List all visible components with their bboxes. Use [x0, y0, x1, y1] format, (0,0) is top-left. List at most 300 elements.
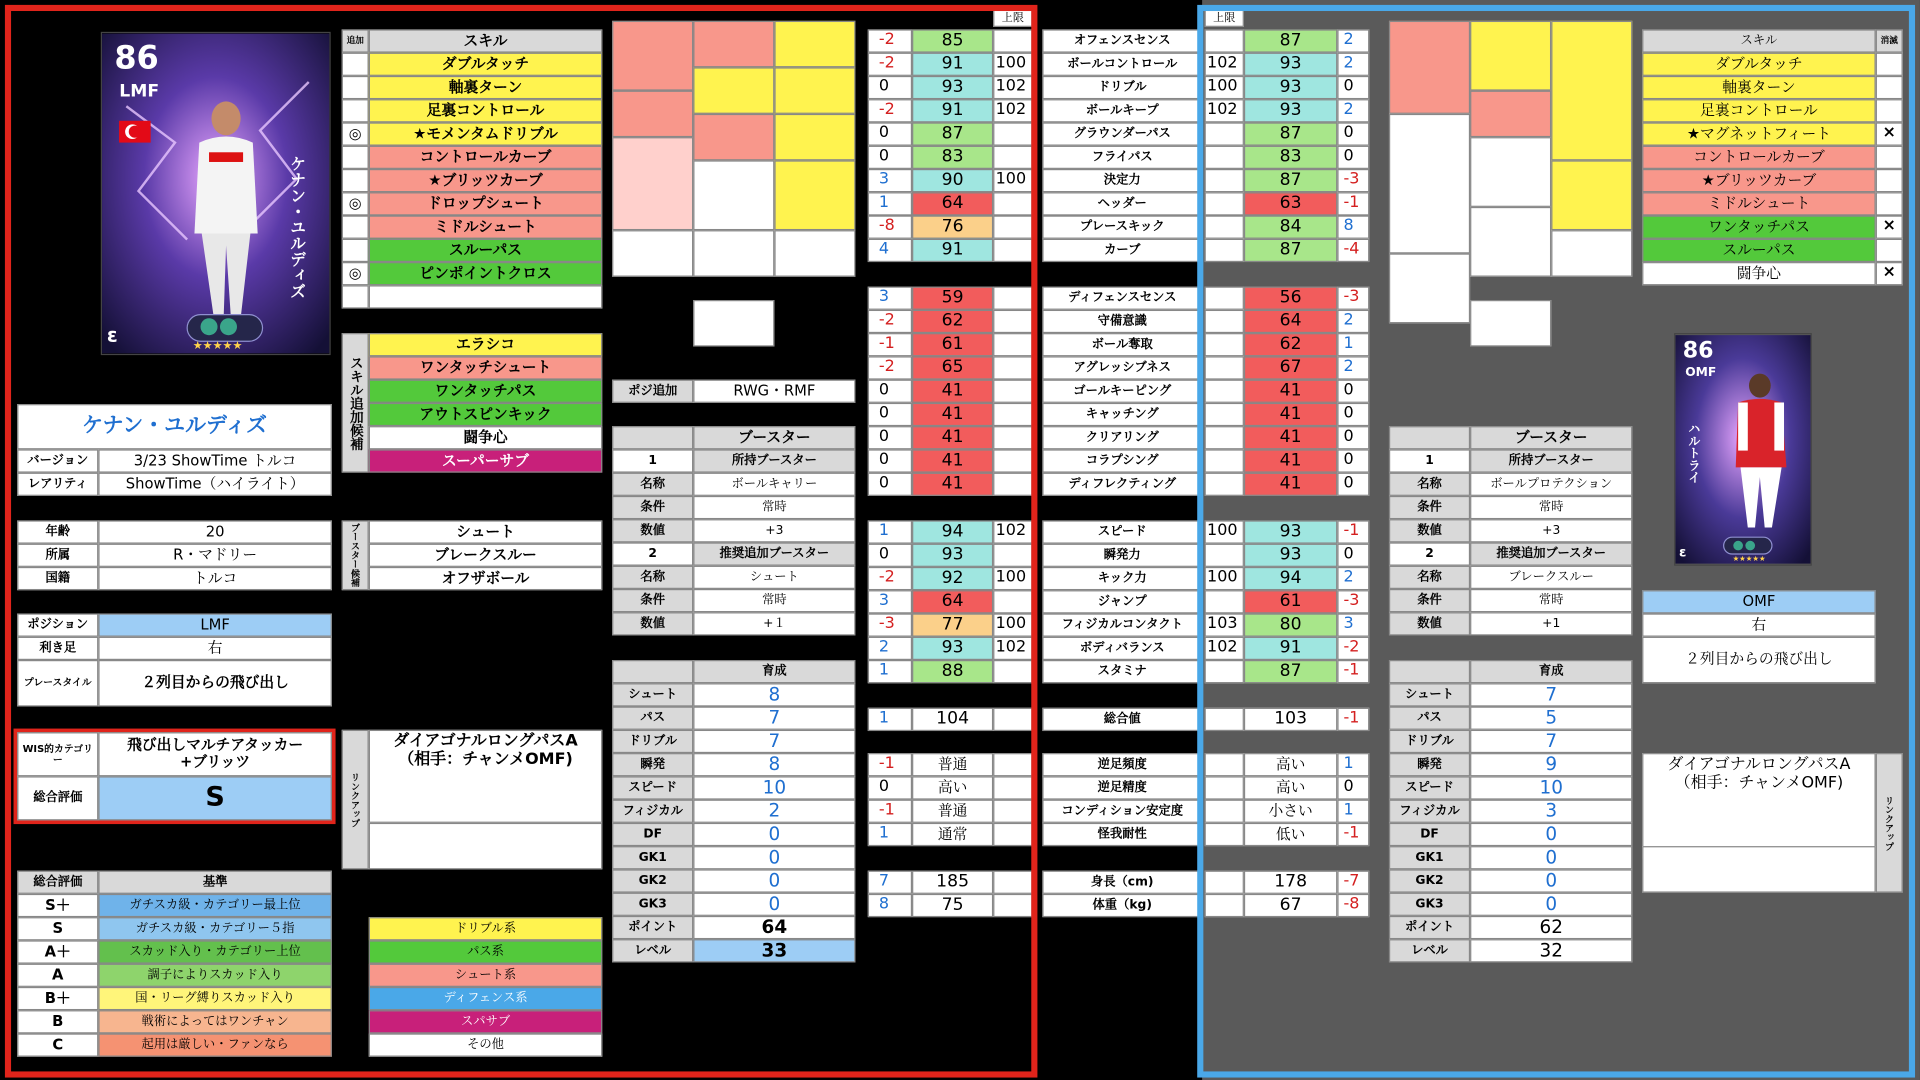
- stat-value-left: 185: [912, 871, 993, 894]
- skill-item: ★マグネットフィート: [1642, 122, 1876, 145]
- stat-cap-left: 100: [993, 613, 1032, 636]
- stat-diff-left: 0: [868, 380, 912, 403]
- booster-label: 条件: [1389, 589, 1470, 612]
- stat-value-left: 62: [912, 310, 993, 333]
- club-value: R・マドリー: [98, 544, 332, 567]
- stat-diff-right: -1: [1337, 192, 1369, 215]
- playstyle-value: ２列目からの飛び出し: [98, 660, 332, 707]
- stat-name: コラプシング: [1042, 449, 1202, 472]
- booster-value: シュート: [693, 566, 855, 589]
- rating-grade: C: [17, 1033, 98, 1056]
- stat-diff-right: -3: [1337, 590, 1369, 613]
- growth-label: フィジカル: [612, 800, 693, 823]
- card-stars: ★★★★★: [192, 340, 243, 353]
- skill-item: ミドルシュート: [369, 216, 603, 239]
- stat-diff-right: 2: [1337, 310, 1369, 333]
- stat-diff-left: 0: [868, 776, 912, 799]
- stat-diff-left: 1: [868, 823, 912, 846]
- stat-value-left: 41: [912, 449, 993, 472]
- stat-value-left: 61: [912, 333, 993, 356]
- stat-value-left: 85: [912, 29, 993, 52]
- stat-value-right: 高い: [1244, 776, 1337, 799]
- stat-value-left: 93: [912, 76, 993, 99]
- stat-value-left: 65: [912, 356, 993, 379]
- stat-value-left: 91: [912, 53, 993, 76]
- booster-value: 常時: [693, 496, 855, 519]
- growth-value: 0: [1470, 869, 1632, 892]
- growth-value: 0: [693, 823, 855, 846]
- booster-value: 推奨追加ブースター: [693, 542, 855, 565]
- growth-label: スピード: [1389, 776, 1470, 799]
- skill-erased-mark: ×: [1876, 216, 1903, 239]
- stat-diff-right: -1: [1337, 708, 1369, 731]
- card-ovr: 86: [114, 40, 159, 78]
- stat-value-right: 41: [1244, 449, 1337, 472]
- stat-value-left: 91: [912, 99, 993, 122]
- label-pos-add: ポジ追加: [612, 380, 693, 403]
- booster-value: ボールプロテクション: [1470, 473, 1632, 496]
- stat-cap-left: 100: [993, 53, 1032, 76]
- rarity-value: ShowTime（ハイライト）: [98, 473, 332, 496]
- stat-name: ヘッダー: [1042, 192, 1202, 215]
- stat-diff-right: 8: [1337, 216, 1369, 239]
- stat-name: ボールコントロール: [1042, 53, 1202, 76]
- skills-header: スキル: [369, 29, 603, 52]
- stat-value-right: 93: [1244, 99, 1337, 122]
- booster-value: 所持ブースター: [693, 449, 855, 472]
- label-position: ポジション: [17, 613, 98, 636]
- booster-label: 1: [1389, 449, 1470, 472]
- growth-value: 8: [693, 753, 855, 776]
- stat-diff-left: -2: [868, 310, 912, 333]
- label-overall: 総合評価: [17, 776, 98, 820]
- stat-name: 体重（kg): [1042, 894, 1202, 917]
- skill-item: スルーパス: [369, 239, 603, 262]
- stat-diff-right: -2: [1337, 637, 1369, 660]
- stat-name: フィジカルコンタクト: [1042, 613, 1202, 636]
- stat-diff-left: 2: [868, 637, 912, 660]
- skill-item: コントロールカーブ: [369, 146, 603, 169]
- skill-item: ダブルタッチ: [369, 53, 603, 76]
- growth-value: 9: [1470, 753, 1632, 776]
- skill-item: ★ブリッツカーブ: [1642, 169, 1876, 192]
- label-erase: 消滅: [1876, 29, 1903, 52]
- growth-label: DF: [612, 823, 693, 846]
- stat-value-left: 75: [912, 894, 993, 917]
- stat-name: オフェンスセンス: [1042, 29, 1202, 52]
- stat-name: ゴールキーピング: [1042, 380, 1202, 403]
- booster-label: 数値: [612, 612, 693, 635]
- stat-value-right: 67: [1244, 894, 1337, 917]
- svg-text:ε: ε: [1678, 545, 1687, 561]
- stat-name: スタミナ: [1042, 660, 1202, 683]
- booster-value: 所持ブースター: [1470, 449, 1632, 472]
- booster-label: 数値: [1389, 519, 1470, 542]
- stat-diff-right: 0: [1337, 122, 1369, 145]
- skill-item: ミドルシュート: [1642, 192, 1876, 215]
- stat-value-right: 83: [1244, 146, 1337, 169]
- growth-label: GK1: [1389, 846, 1470, 869]
- booster-label: 1: [612, 449, 693, 472]
- growth-level-label: レベル: [612, 939, 693, 962]
- right-player-frame: [1197, 5, 1915, 1078]
- skill-item: 軸裏ターン: [1642, 76, 1876, 99]
- stat-name: 怪我耐性: [1042, 823, 1202, 846]
- booster-value: +１: [693, 612, 855, 635]
- growth-label: GK1: [612, 846, 693, 869]
- skill-candidate-item: ワンタッチパス: [369, 380, 603, 403]
- booster-header: ブースター: [1470, 426, 1632, 449]
- growth-label: 瞬発: [612, 753, 693, 776]
- stat-value-right: 91: [1244, 637, 1337, 660]
- stat-value-right: 高い: [1244, 753, 1337, 776]
- stat-diff-left: 3: [868, 590, 912, 613]
- growth-value: 3: [1470, 800, 1632, 823]
- booster-value: ボールキャリー: [693, 473, 855, 496]
- stat-value-right: 56: [1244, 287, 1337, 310]
- label-overall-header: 総合評価: [17, 871, 98, 894]
- growth-label: パス: [612, 707, 693, 730]
- stat-diff-left: 3: [868, 169, 912, 192]
- stat-value-left: 64: [912, 590, 993, 613]
- label-rarity: レアリティ: [17, 473, 98, 496]
- booster-label: 名称: [612, 473, 693, 496]
- stat-name: ジャンプ: [1042, 590, 1202, 613]
- foot-value: 右: [98, 637, 332, 660]
- stat-diff-right: 0: [1337, 403, 1369, 426]
- stat-cap-right: 102: [1205, 53, 1244, 76]
- stat-diff-left: 4: [868, 239, 912, 262]
- label-age: 年齢: [17, 520, 98, 543]
- overall-rating: S: [98, 776, 332, 820]
- card-vertical-name: ハルトライ: [1685, 422, 1699, 484]
- booster-value: ブレークスルー: [1470, 566, 1632, 589]
- growth-label: シュート: [612, 683, 693, 706]
- skill-item: ★モメンタムドリブル: [369, 122, 603, 145]
- stat-value-right: 61: [1244, 590, 1337, 613]
- stat-diff-left: -2: [868, 356, 912, 379]
- stat-value-right: 41: [1244, 380, 1337, 403]
- stat-name: フライパス: [1042, 146, 1202, 169]
- booster-value: +1: [1470, 612, 1632, 635]
- stat-diff-left: 1: [868, 660, 912, 683]
- stat-diff-right: 1: [1337, 800, 1369, 823]
- skill-added-mark: ◎: [342, 192, 369, 215]
- rating-grade: B: [17, 1010, 98, 1033]
- skill-candidates-label: スキル追加候補: [342, 333, 369, 473]
- label-club: 所属: [17, 544, 98, 567]
- growth-points-label: ポイント: [612, 916, 693, 939]
- stat-diff-left: 3: [868, 287, 912, 310]
- stat-diff-right: 0: [1337, 776, 1369, 799]
- stat-value-right: 41: [1244, 473, 1337, 496]
- stat-name: ドリブル: [1042, 76, 1202, 99]
- booster-label: 名称: [1389, 566, 1470, 589]
- stat-diff-right: 0: [1337, 426, 1369, 449]
- skill-item: 軸裏ターン: [369, 76, 603, 99]
- stat-diff-left: 0: [868, 473, 912, 496]
- stat-name: ボール奪取: [1042, 333, 1202, 356]
- stat-diff-left: -2: [868, 99, 912, 122]
- stat-value-right: 93: [1244, 520, 1337, 543]
- stat-diff-left: 0: [868, 122, 912, 145]
- stat-diff-left: 0: [868, 146, 912, 169]
- version-value: 3/23 ShowTime トルコ: [98, 449, 332, 472]
- stat-value-left: 91: [912, 239, 993, 262]
- stat-diff-left: -2: [868, 29, 912, 52]
- stat-diff-left: -1: [868, 800, 912, 823]
- growth-value: 0: [693, 869, 855, 892]
- link-up-value: ダイアゴナルロングパスA （相手：チャンメOMF): [369, 730, 603, 823]
- growth-label: GK3: [612, 893, 693, 916]
- stat-diff-right: 0: [1337, 76, 1369, 99]
- growth-value: 0: [1470, 893, 1632, 916]
- stat-diff-left: -1: [868, 333, 912, 356]
- booster-label: 数値: [612, 519, 693, 542]
- stat-diff-left: -2: [868, 53, 912, 76]
- card-vertical-name: ケナン・ユルディズ: [286, 155, 305, 299]
- booster-candidate-item: シュート: [369, 520, 603, 543]
- skill-added-mark: ◎: [342, 262, 369, 285]
- skill-item: コントロールカーブ: [1642, 146, 1876, 169]
- stat-name: 身長（cm): [1042, 871, 1202, 894]
- booster-header: ブースター: [693, 426, 855, 449]
- stat-cap-right: 100: [1205, 520, 1244, 543]
- legend-item: スパサブ: [369, 1010, 603, 1033]
- stat-diff-right: -8: [1337, 894, 1369, 917]
- pos-add-value: RWG・RMF: [693, 380, 855, 403]
- stat-diff-left: 0: [868, 426, 912, 449]
- growth-label: シュート: [1389, 683, 1470, 706]
- skill-item: スルーパス: [1642, 239, 1876, 262]
- stat-value-left: 93: [912, 544, 993, 567]
- stat-diff-left: 7: [868, 871, 912, 894]
- stat-diff-right: 3: [1337, 613, 1369, 636]
- stat-name: グラウンダーパス: [1042, 122, 1202, 145]
- growth-label: フィジカル: [1389, 800, 1470, 823]
- stat-name: ボディバランス: [1042, 637, 1202, 660]
- stat-value-left: 41: [912, 380, 993, 403]
- skill-added-mark: ◎: [342, 122, 369, 145]
- stat-diff-right: -1: [1337, 660, 1369, 683]
- booster-candidates-label: ブースター候補: [342, 520, 369, 590]
- stat-diff-right: -1: [1337, 520, 1369, 543]
- legend-item: ドリブル系: [369, 917, 603, 940]
- stat-diff-left: 1: [868, 708, 912, 731]
- stat-value-left: 104: [912, 708, 993, 731]
- growth-points: 62: [1470, 916, 1632, 939]
- stat-value-right: 84: [1244, 216, 1337, 239]
- stat-diff-left: 8: [868, 894, 912, 917]
- growth-label: GK2: [1389, 869, 1470, 892]
- stat-name: キャッチング: [1042, 403, 1202, 426]
- stat-value-left: 普通: [912, 753, 993, 776]
- stat-value-left: 94: [912, 520, 993, 543]
- stat-diff-left: -2: [868, 567, 912, 590]
- stat-value-right: 41: [1244, 403, 1337, 426]
- rating-criteria: 国・リーグ縛りスカッド入り: [98, 987, 332, 1010]
- legend-item: ディフェンス系: [369, 987, 603, 1010]
- stat-cap-left: 100: [993, 567, 1032, 590]
- rating-grade: A＋: [17, 940, 98, 963]
- legend-item: その他: [369, 1033, 603, 1056]
- booster-label: 2: [612, 542, 693, 565]
- growth-label: GK2: [612, 869, 693, 892]
- stat-diff-right: -3: [1337, 287, 1369, 310]
- stat-name: 逆足精度: [1042, 776, 1202, 799]
- growth-value: 2: [693, 800, 855, 823]
- stat-value-left: 76: [912, 216, 993, 239]
- legend-item: パス系: [369, 940, 603, 963]
- booster-label: 名称: [1389, 473, 1470, 496]
- stat-value-right: 103: [1244, 708, 1337, 731]
- stat-name: 瞬発力: [1042, 544, 1202, 567]
- stat-diff-right: 0: [1337, 544, 1369, 567]
- player-name: ケナン・ユルディズ: [17, 404, 332, 449]
- stat-diff-left: 0: [868, 403, 912, 426]
- skill-item: ワンタッチパス: [1642, 216, 1876, 239]
- booster-label: 2: [1389, 542, 1470, 565]
- booster-value: 常時: [693, 589, 855, 612]
- stat-value-right: 80: [1244, 613, 1337, 636]
- booster-label: 名称: [612, 566, 693, 589]
- stat-value-right: 93: [1244, 53, 1337, 76]
- skill-candidate-item: ワンタッチシュート: [369, 356, 603, 379]
- stat-diff-left: -3: [868, 613, 912, 636]
- stat-value-right: 87: [1244, 660, 1337, 683]
- stat-value-right: 低い: [1244, 823, 1337, 846]
- skill-candidate-item: エラシコ: [369, 333, 603, 356]
- card-position: OMF: [1685, 366, 1717, 380]
- position-value: LMF: [98, 613, 332, 636]
- label-foot: 利き足: [17, 637, 98, 660]
- booster-label: 条件: [612, 589, 693, 612]
- stat-value-right: 93: [1244, 76, 1337, 99]
- rating-grade: S: [17, 917, 98, 940]
- stat-value-left: 普通: [912, 800, 993, 823]
- booster-value: 推奨追加ブースター: [1470, 542, 1632, 565]
- stat-value-left: 83: [912, 146, 993, 169]
- growth-value: 5: [1470, 707, 1632, 730]
- stat-cap-left: 102: [993, 76, 1032, 99]
- stat-name: スピード: [1042, 520, 1202, 543]
- stat-value-left: 41: [912, 426, 993, 449]
- label-add: 追加: [342, 29, 369, 52]
- stat-name: 決定力: [1042, 169, 1202, 192]
- stat-cap-left: 102: [993, 637, 1032, 660]
- stat-value-right: 93: [1244, 544, 1337, 567]
- stat-value-left: 64: [912, 192, 993, 215]
- growth-value: 0: [693, 893, 855, 916]
- rating-criteria: ガチスカ級・カテゴリー最上位: [98, 894, 332, 917]
- stat-cap-left: 102: [993, 99, 1032, 122]
- stat-name: 守備意識: [1042, 310, 1202, 333]
- skill-item: 闘争心: [1642, 262, 1876, 285]
- rating-criteria: 起用は厳しい・ファンなら: [98, 1033, 332, 1056]
- growth-value: 10: [1470, 776, 1632, 799]
- stat-diff-right: 1: [1337, 333, 1369, 356]
- label-version: バージョン: [17, 449, 98, 472]
- stat-value-right: 87: [1244, 169, 1337, 192]
- growth-value: 0: [693, 846, 855, 869]
- skill-candidate-item: アウトスピンキック: [369, 403, 603, 426]
- nation-value: トルコ: [98, 567, 332, 590]
- booster-candidate-item: オフザボール: [369, 567, 603, 590]
- stat-value-left: 通常: [912, 823, 993, 846]
- booster-candidate-item: ブレークスルー: [369, 544, 603, 567]
- stat-name: アグレッシブネス: [1042, 356, 1202, 379]
- stat-value-left: 59: [912, 287, 993, 310]
- stat-name: キック力: [1042, 567, 1202, 590]
- stat-diff-right: 2: [1337, 53, 1369, 76]
- card-stars: ★★★★★: [1732, 554, 1766, 564]
- rating-criteria: スカッド入り・カテゴリー上位: [98, 940, 332, 963]
- stat-value-right: 178: [1244, 871, 1337, 894]
- stat-cap-right: 100: [1205, 567, 1244, 590]
- growth-value: 0: [1470, 846, 1632, 869]
- growth-header: 育成: [1470, 660, 1632, 683]
- legend-item: シュート系: [369, 964, 603, 987]
- stat-diff-right: 2: [1337, 356, 1369, 379]
- stat-diff-right: -1: [1337, 823, 1369, 846]
- growth-level-label: レベル: [1389, 939, 1470, 962]
- stat-diff-right: 0: [1337, 380, 1369, 403]
- label-criteria-header: 基準: [98, 871, 332, 894]
- booster-value: 常時: [1470, 496, 1632, 519]
- stat-name: ディフレクティング: [1042, 473, 1202, 496]
- stat-value-right: 62: [1244, 333, 1337, 356]
- stat-name: プレースキック: [1042, 216, 1202, 239]
- rating-criteria: 戦術によってはワンチャン: [98, 1010, 332, 1033]
- booster-value: +3: [1470, 519, 1632, 542]
- stat-value-left: 93: [912, 637, 993, 660]
- stat-diff-right: 0: [1337, 146, 1369, 169]
- booster-value: 常時: [1470, 589, 1632, 612]
- stat-value-right: 87: [1244, 122, 1337, 145]
- growth-label: スピード: [612, 776, 693, 799]
- playstyle-value: ２列目からの飛び出し: [1642, 637, 1876, 684]
- stat-diff-left: 1: [868, 520, 912, 543]
- stat-cap-right: 100: [1205, 76, 1244, 99]
- stat-diff-right: -3: [1337, 169, 1369, 192]
- stat-value-left: 77: [912, 613, 993, 636]
- foot-value: 右: [1642, 613, 1876, 636]
- stat-name: クリアリング: [1042, 426, 1202, 449]
- growth-header: 育成: [693, 660, 855, 683]
- stat-value-right: 64: [1244, 310, 1337, 333]
- stat-diff-left: 1: [868, 192, 912, 215]
- stat-cap-left: 100: [993, 169, 1032, 192]
- skill-item: 足裏コントロール: [1642, 99, 1876, 122]
- skill-item: ★ブリッツカーブ: [369, 169, 603, 192]
- wis-category-value: 飛び出しマルチアタッカー +ブリッツ: [98, 732, 332, 776]
- label-playstyle: プレースタイル: [17, 660, 98, 707]
- card-position: LMF: [119, 82, 160, 102]
- stat-name: ディフェンスセンス: [1042, 287, 1202, 310]
- cap-label: 上限: [993, 10, 1032, 27]
- stat-name: 逆足頻度: [1042, 753, 1202, 776]
- stat-value-right: 87: [1244, 29, 1337, 52]
- stat-value-left: 87: [912, 122, 993, 145]
- stat-name: コンディション安定度: [1042, 800, 1202, 823]
- stat-diff-right: 0: [1337, 449, 1369, 472]
- skill-erased-mark: ×: [1876, 262, 1903, 285]
- cap-label: 上限: [1205, 10, 1244, 27]
- rating-criteria: ガチスカ級・カテゴリー５指: [98, 917, 332, 940]
- stat-diff-right: 0: [1337, 473, 1369, 496]
- growth-label: DF: [1389, 823, 1470, 846]
- stat-diff-left: 0: [868, 76, 912, 99]
